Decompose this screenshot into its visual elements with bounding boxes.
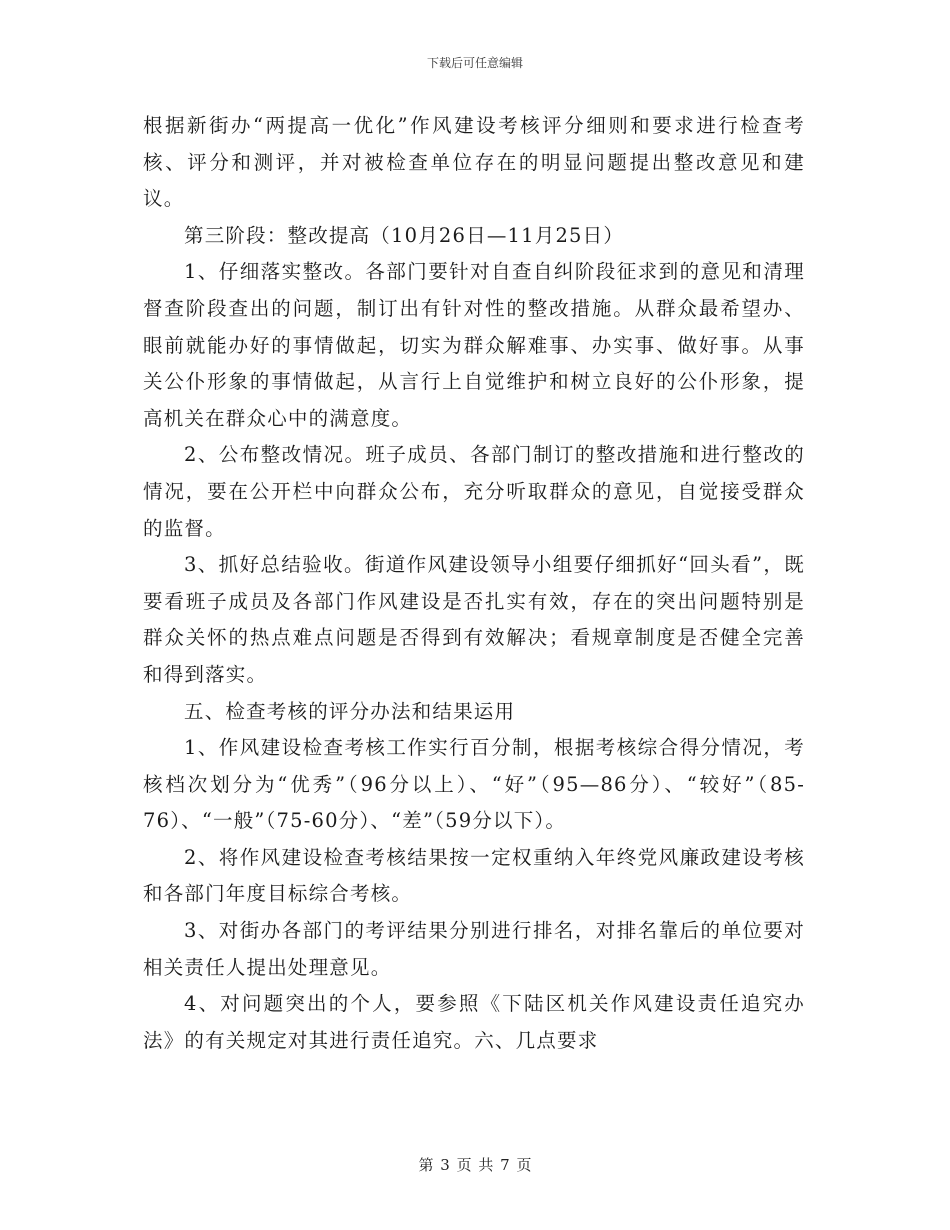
page-footer: 第 3 页 共 7 页 [418,1156,532,1174]
paragraph: 1、仔细落实整改。各部门要针对自查自纠阶段征求到的意见和清理督查阶段查出的问题，制订出有针对性的整改措施。从群众最希望办、眼前就能办好的事情做起，切实为群众解难事、办实事、做好事。从事关公仆形象的事情做起，从言行上自觉维护和树立良好的公仆形象，提高机关在群众心中的满意度。 [143,260,805,430]
section-heading: 五、检查考核的评分办法和结果运用 [184,699,516,723]
paragraph: 2、将作风建设检查考核结果按一定权重纳入年终党风廉政建设考核和各部门年度目标综合考核。 [143,845,805,906]
document-body [143,108,805,1059]
paragraph: 第三阶段：整改提高（10月26日—11月25日） [184,223,625,247]
paragraph: 根据新街办“两提高一优化”作风建设考核评分细则和要求进行检查考核、评分和测评，并对被检查单位存在的明显问题提出整改意见和建议。 [143,114,805,211]
paragraph: 3、对街办各部门的考评结果分别进行排名，对排名靠后的单位要对相关责任人提出处理意见。 [143,919,805,979]
paragraph: 3、抓好总结验收。街道作风建设领导小组要仔细抓好“回头看”，既要看班子成员及各部门作风建设是否扎实有效，存在的突出问题特别是群众关怀的热点难点问题是否得到有效解决；看规章制度是否健全完善和得到落实。 [143,553,805,686]
paragraph: 1、作风建设检查考核工作实行百分制，根据考核综合得分情况，考核档次划分为“优秀”（96分以上）、“好”（95—86分）、“较好”（85-76）、“一般”（75-60分）、“差”（59分以下）。 [143,736,805,833]
paragraph: 2、公布整改情况。班子成员、各部门制订的整改措施和进行整改的情况，要在公开栏中向群众公布，充分听取群众的意见，自觉接受群众的监督。 [143,443,805,540]
page-header: 下载后可任意编辑 [426,56,523,70]
paragraph: 4、对问题突出的个人，要参照《下陆区机关作风建设责任追究办法》的有关规定对其进行责任追究。六、几点要求 [143,992,805,1052]
